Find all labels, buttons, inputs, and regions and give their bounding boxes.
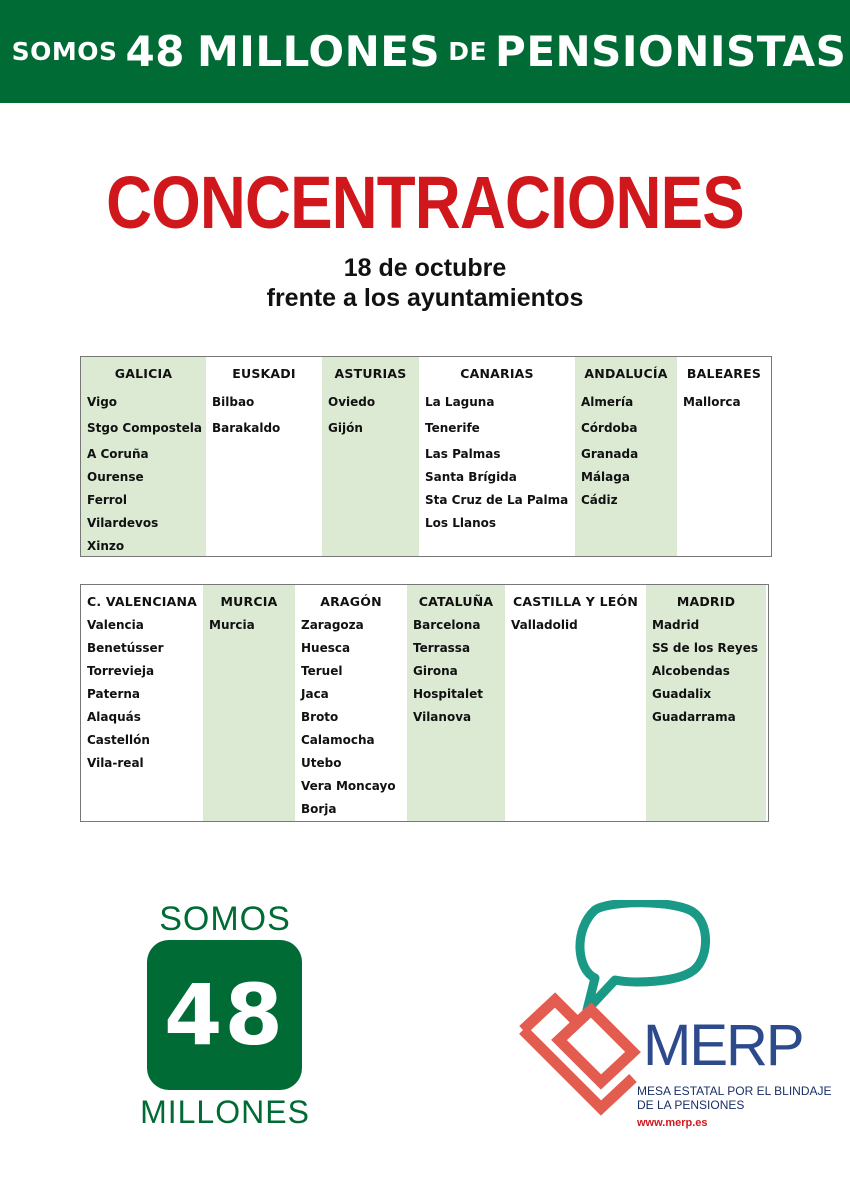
city-item: Girona	[413, 664, 458, 678]
city-item: La Laguna	[425, 395, 495, 409]
city-item: Córdoba	[581, 421, 638, 435]
event-location: frente a los ayuntamientos	[266, 284, 584, 312]
region-column	[646, 585, 766, 821]
logo-somos-text: SOMOS	[159, 900, 291, 938]
city-item: Valladolid	[511, 618, 578, 632]
region-column	[203, 585, 295, 821]
merp-tagline-1: MESA ESTATAL POR EL BLINDAJE	[637, 1084, 832, 1098]
city-item: Ourense	[87, 470, 144, 484]
city-item: Huesca	[301, 641, 351, 655]
city-item: Barcelona	[413, 618, 481, 632]
city-item: Alcobendas	[652, 664, 730, 678]
region-header: CASTILLA Y LEÓN	[513, 594, 638, 609]
region-header: ANDALUCÍA	[584, 366, 668, 381]
city-item: Vilanova	[413, 710, 472, 724]
banner-word-somos: SOMOS	[11, 37, 118, 66]
region-column	[81, 357, 206, 556]
logo-48-box	[147, 940, 302, 1090]
city-item: Torrevieja	[87, 664, 155, 678]
city-item: Barakaldo	[212, 421, 281, 435]
region-header: MURCIA	[220, 594, 278, 609]
city-item: Almería	[581, 395, 634, 409]
region-header: MADRID	[676, 594, 736, 609]
region-column	[206, 357, 322, 556]
city-item: Granada	[581, 447, 639, 461]
region-column	[322, 357, 419, 556]
region-column	[81, 585, 203, 821]
event-date: 18 de octubre	[343, 254, 507, 282]
city-item: Vilardevos	[87, 516, 159, 530]
city-item: Mallorca	[683, 395, 741, 409]
city-item: Murcia	[209, 618, 255, 632]
city-item: Utebo	[301, 756, 342, 770]
city-item: Zaragoza	[301, 618, 364, 632]
city-item: Málaga	[581, 470, 630, 484]
city-item: A Coruña	[87, 447, 149, 461]
city-item: Terrassa	[413, 641, 471, 655]
city-item: Sta Cruz de La Palma	[425, 493, 569, 507]
city-item: Gijón	[328, 421, 363, 435]
region-column	[295, 585, 407, 821]
merp-logo	[515, 900, 832, 1140]
somos-48-logo	[140, 900, 310, 1140]
city-item: Jaca	[301, 687, 329, 701]
city-item: Stgo Compostela	[87, 421, 203, 435]
region-header: ARAGÓN	[320, 594, 382, 609]
city-item: Castellón	[87, 733, 150, 747]
city-item: Vigo	[87, 395, 118, 409]
merp-url[interactable]: www.merp.es	[637, 1117, 708, 1129]
city-item: Bilbao	[212, 395, 255, 409]
merp-tagline-2: DE LA PENSIONES	[637, 1098, 745, 1112]
city-item: Madrid	[652, 618, 700, 632]
city-item: Guadarrama	[652, 710, 736, 724]
region-column	[505, 585, 646, 821]
city-item: Benetússer	[87, 641, 164, 655]
banner-word-de: DE	[448, 37, 488, 66]
regions-table-1	[80, 356, 772, 557]
region-header: GALICIA	[114, 366, 173, 381]
city-item: Los Llanos	[425, 516, 496, 530]
region-header: BALEARES	[686, 366, 762, 381]
region-header: CATALUÑA	[418, 594, 494, 609]
city-item: Xinzo	[87, 539, 125, 553]
region-column	[419, 357, 575, 556]
region-column	[575, 357, 677, 556]
city-item: Hospitalet	[413, 687, 483, 701]
city-item: Calamocha	[301, 733, 375, 747]
city-item: Guadalix	[652, 687, 712, 701]
city-item: Borja	[301, 802, 337, 816]
logo-48-number: 48	[164, 966, 285, 1064]
merp-name: MERP	[643, 1013, 803, 1078]
city-item: Vera Moncayo	[301, 779, 396, 793]
city-item: Paterna	[87, 687, 141, 701]
region-header: ASTURIAS	[334, 366, 407, 381]
logo-millones-text: MILLONES	[140, 1094, 310, 1130]
region-header: EUSKADI	[232, 366, 296, 381]
header-banner	[0, 0, 850, 103]
region-column	[407, 585, 505, 821]
city-item: Ferrol	[87, 493, 128, 507]
region-column	[677, 357, 771, 556]
city-item: Teruel	[301, 664, 343, 678]
regions-table-2	[80, 584, 769, 822]
banner-word-pensionistas: PENSIONISTAS	[495, 27, 847, 76]
city-item: Oviedo	[328, 395, 376, 409]
city-item: Tenerife	[425, 421, 480, 435]
region-header: CANARIAS	[460, 366, 534, 381]
city-item: Cádiz	[581, 493, 618, 507]
banner-word-48: 48	[125, 27, 185, 76]
city-item: SS de los Reyes	[652, 641, 758, 655]
city-item: Alaquás	[87, 710, 141, 724]
city-item: Broto	[301, 710, 339, 724]
region-header: C. VALENCIANA	[87, 594, 197, 609]
page-title: CONCENTRACIONES	[106, 161, 744, 244]
banner-word-millones: MILLONES	[196, 27, 441, 76]
city-item: Santa Brígida	[425, 470, 517, 484]
city-item: Valencia	[87, 618, 144, 632]
city-item: Vila-real	[87, 756, 144, 770]
city-item: Las Palmas	[425, 447, 501, 461]
